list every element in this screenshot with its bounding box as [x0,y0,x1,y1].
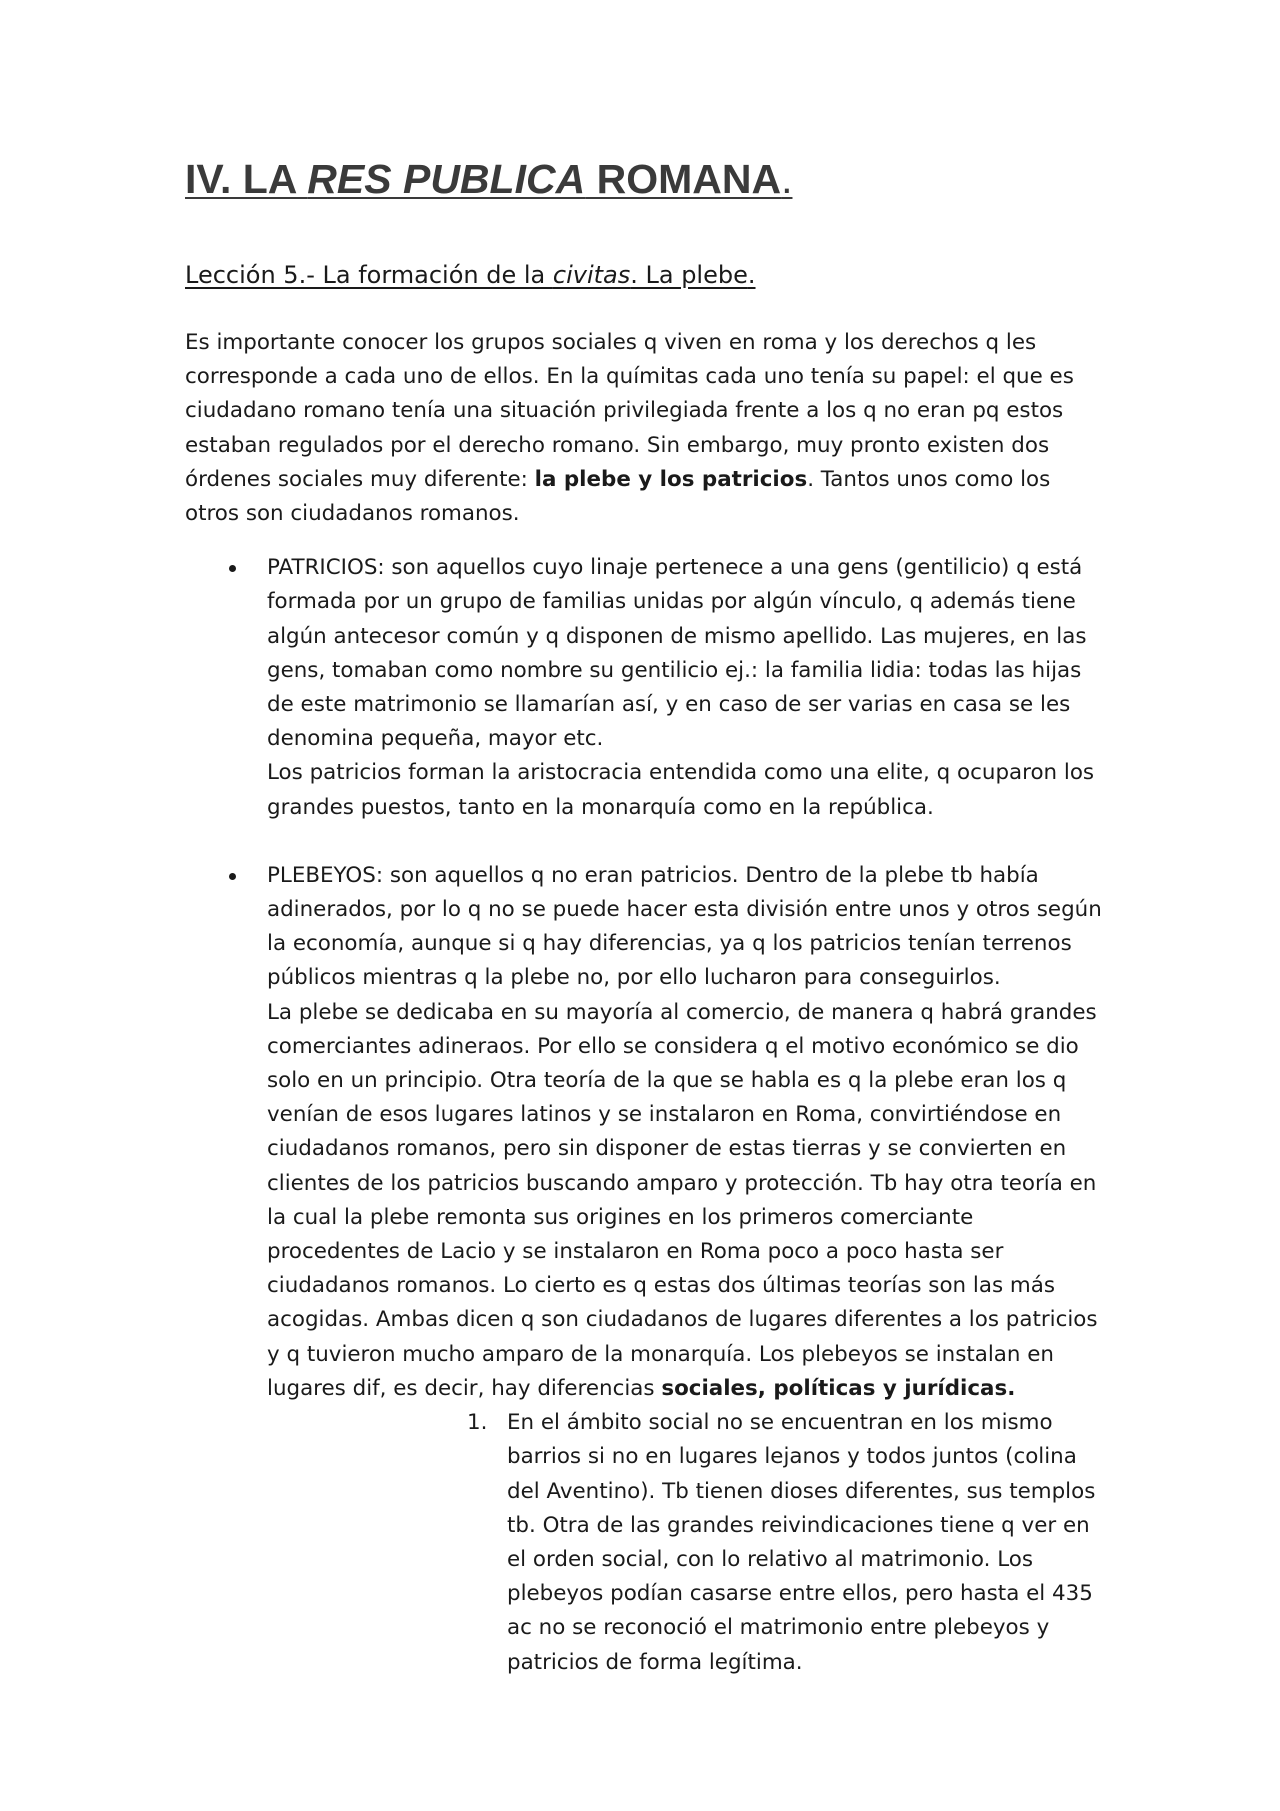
chapter-title-italic: RES PUBLICA [307,156,586,202]
social-groups-list [185,551,1105,1680]
lesson-title-suffix: . La plebe [630,261,748,289]
list-item-patricios [185,551,1105,825]
bullet-icon [229,873,236,880]
chapter-title-dot: . [781,156,793,202]
plebeyos-paragraph-1: PLEBEYOS: son aquellos q no eran patricios. Dentro de la plebe tb había adinerados, por lo q no se puede hacer esta división entre unos y otros según la economía, aunque si q hay diferencias, ya q los patricios tenían terrenos públicos mientras q la plebe no, por ello lucharon para conseguirlos. [267,862,1102,991]
document-page [185,150,1105,1680]
intro-bold: la plebe y los patricios [534,466,808,492]
lesson-title-prefix: Lección 5.- La formación de la [185,261,553,289]
patricios-paragraph-1: PATRICIOS: son aquellos cuyo linaje pertenece a una gens (gentilicio) q está formada por un grupo de familias unidas por algún vínculo, q además tiene algún antecesor común y q disponen de mismo apellido. Las mujeres, en las gens, tomaban como nombre su gentilicio ej.: la familia lidia: todas las hijas de este matrimonio se llamarían así, y en caso de ser varias en casa se les denomina pequeña, mayor etc. [267,555,1087,752]
lesson-title-dot: . [747,261,756,289]
intro-text-2: . Tantos unos como los otros son ciudadanos romanos. [185,466,1051,527]
intro-text-1: Es importante conocer los grupos sociales q viven en roma y los derechos q les corresponde a cada uno de ellos. En la químitas cada uno tenía su papel: el que es ciudadano romano tenía una situación privilegiada frente a los q no eran pq estos estaban regulados por el derecho romano. Sin embargo, muy pronto existen dos órdenes sociales muy diferente: [185,330,1074,492]
list-item-number: 1. [467,1410,488,1436]
intro-paragraph [185,326,1105,531]
plebeyos-paragraph-2 [267,996,1105,1406]
document-body [185,326,1105,1680]
list-item-plebeyos [185,859,1105,1680]
patricios-paragraph-2: Los patricios forman la aristocracia entendida como una elite, q ocuparon los grandes puestos, tanto en la monarquía como en la república. [267,760,1095,820]
chapter-title-prefix: IV. LA [185,156,308,202]
plebeyos-paragraph-2-bold: sociales, políticas y jurídicas. [661,1375,1016,1401]
chapter-title [185,150,1105,208]
plebeyos-paragraph-2-text: La plebe se dedicaba en su mayoría al comercio, de manera q habrá grandes comerciantes adineraos. Por ello se considera q el motivo económico se dio solo en un principio. Otra teoría de la que se habla es q la plebe eran los q venían de esos lugares latinos y se instalaron en Roma, convirtiéndose en ciudadanos romanos, pero sin disponer de estas tierras y se convierten en clientes de los patricios buscando amparo y protección. Tb hay otra teoría en la cual la plebe remonta sus origines en los primeros comerciante procedentes de Lacio y se instalaron en Roma poco a poco hasta ser ciudadanos romanos. Lo cierto es q estas dos últimas teorías son las más acogidas. Ambas dicen q son ciudadanos de lugares diferentes a los patricios y q tuvieron mucho amparo de la monarquía. Los plebeyos se instalan en lugares dif, es decir, hay diferencias [267,999,1098,1401]
differences-list [267,1406,1105,1680]
list-item [467,1406,1105,1680]
lesson-title [185,258,1105,292]
chapter-title-suffix: ROMANA [585,156,782,202]
lesson-title-italic: civitas [552,261,631,289]
bullet-icon [229,565,236,572]
list-item-text: En el ámbito social no se encuentran en los mismo barrios si no en lugares lejanos y todos juntos (colina del Aventino). Tb tienen dioses diferentes, sus templos tb. Otra de las grandes reivindicaciones tiene q ver en el orden social, con lo relativo al matrimonio. Los plebeyos podían casarse entre ellos, pero hasta el 435 ac no se reconoció el matrimonio entre plebeyos y patricios de forma legítima. [507,1410,1096,1675]
